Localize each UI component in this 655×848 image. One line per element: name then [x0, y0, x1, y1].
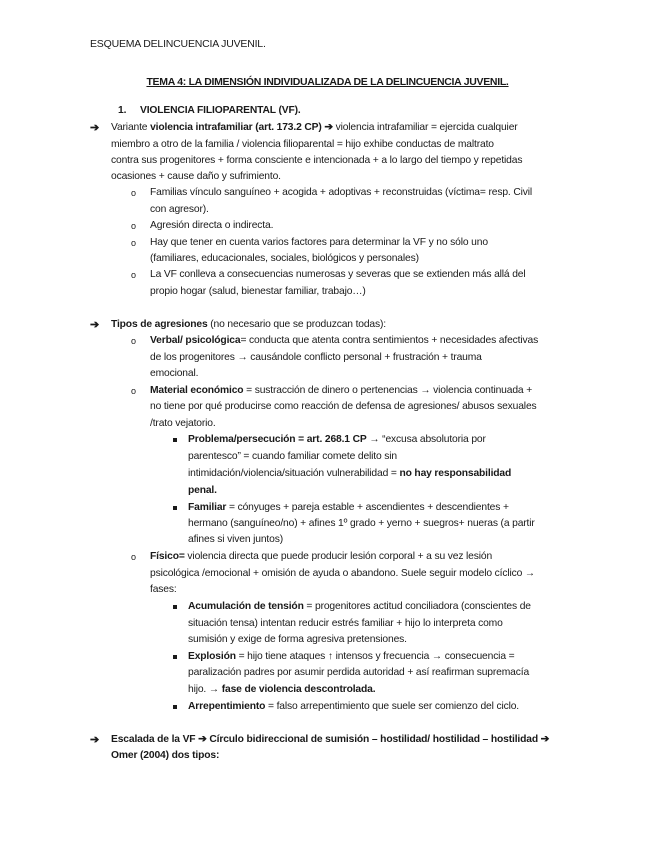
escalada-line-1: Escalada de la VF ➔ Círculo bidireccional de sumisión – hostilidad/ hostilidad – hostilidad ➔ [111, 734, 550, 745]
verbal-line-1: Verbal/ psicológica= conducta que atenta contra sentimientos + necesidades afectivas [150, 335, 539, 346]
explosion-line-1: Explosión = hijo tiene ataques ↑ intensos y frecuencia → consecuencia = [188, 651, 515, 662]
tipos-heading: Tipos de agresiones (no necesario que se produzcan todas): [111, 319, 386, 330]
familiar-line-2: hermano (sanguíneo/no) + afines 1º grado + yerno + suegros+ nueras (a partir [188, 518, 535, 529]
familiar-line-3: afines si viven juntos) [188, 534, 283, 545]
explosion-line-3: hijo. → fase de violencia descontrolada. [188, 684, 376, 695]
list-item: La VF conlleva a consecuencias numerosas y severas que se extienden más allá del [150, 269, 526, 280]
fisico-line-1: Físico= violencia directa que puede producir lesión corporal + a su vez lesión [150, 551, 493, 562]
section-heading: VIOLENCIA FILIOPARENTAL (VF). [140, 105, 301, 116]
circle-bullet-icon: o [131, 270, 137, 280]
material-line-1: Material económico = sustracción de dinero o pertenencias → violencia continuada + [150, 385, 533, 396]
section-number: 1. [118, 105, 127, 116]
material-line-2: no tiene por qué producirse como reacción de defensa de agresiones/ abusos sexuales [150, 401, 537, 412]
circle-bullet-icon: o [131, 336, 137, 346]
circle-bullet-icon: o [131, 238, 137, 248]
list-item-cont: (familiares, educacionales, sociales, biológicos y personales) [150, 253, 419, 264]
square-bullet-icon [173, 705, 177, 709]
acumulacion-line-2: situación tensa) intentan reducir estrés familiar + hijo lo interpreta como [188, 618, 503, 629]
page-title: TEMA 4: LA DIMENSIÓN INDIVIDUALIZADA DE LA DELINCUENCIA JUVENIL. [146, 76, 509, 88]
familiar-line-1: Familiar = cónyuges + pareja estable + ascendientes + descendientes + [188, 502, 509, 513]
square-bullet-icon [173, 605, 177, 609]
arrow-bullet-icon: ➔ [90, 319, 100, 331]
document-header: ESQUEMA DELINCUENCIA JUVENIL. [90, 38, 266, 50]
circle-bullet-icon: o [131, 386, 137, 396]
fisico-line-2: psicológica /emocional + omisión de ayuda o abandono. Suele seguir modelo cíclico → [150, 568, 536, 579]
list-item: Hay que tener en cuenta varios factores para determinar la VF y no sólo uno [150, 237, 488, 248]
acumulacion-line-1: Acumulación de tensión = progenitores actitud conciliadora (conscientes de [188, 601, 531, 612]
square-bullet-icon [173, 438, 177, 442]
circle-bullet-icon: o [131, 221, 137, 231]
verbal-line-2: de los progenitores → causándole conflicto personal + frustración + trauma [150, 352, 482, 363]
variante-line-4: ocasiones + cause daño y sufrimiento. [111, 171, 281, 182]
square-bullet-icon [173, 506, 177, 510]
variante-line-2: miembro a otro de la familia / violencia filioparental = hijo exhibe conductas de maltrato [111, 139, 494, 150]
escalada-line-2: Omer (2004) dos tipos: [111, 750, 220, 761]
arrepentimiento-line-1: Arrepentimiento = falso arrepentimiento que suele ser comienzo del ciclo. [188, 701, 520, 712]
circle-bullet-icon: o [131, 188, 137, 198]
problema-line-1: Problema/persecución = art. 268.1 CP → “excusa absolutoria por [188, 434, 486, 445]
variante-line-3: contra sus progenitores + forma consciente e intencionada + a lo largo del tiempo y repetidas [111, 155, 523, 166]
acumulacion-line-3: sumisión y exige de forma agresiva pretensiones. [188, 634, 407, 645]
circle-bullet-icon: o [131, 552, 137, 562]
list-item: Familias vínculo sanguíneo + acogida + adoptivas + reconstruidas (víctima= resp. Civil [150, 187, 533, 198]
problema-line-4: penal. [188, 485, 217, 496]
list-item: Agresión directa o indirecta. [150, 220, 274, 231]
variante-line-1: Variante violencia intrafamiliar (art. 173.2 CP) ➔ violencia intrafamiliar = ejercida cualquier [111, 122, 518, 133]
explosion-line-2: paralización padres por asumir perdida autoridad + así reafirman supremacía [188, 667, 530, 678]
problema-line-2: parentesco” = cuando familiar comete delito sin [188, 451, 398, 462]
verbal-line-3: emocional. [150, 368, 199, 379]
arrow-bullet-icon: ➔ [90, 734, 100, 746]
square-bullet-icon [173, 655, 177, 659]
material-line-3: /trato vejatorio. [150, 418, 216, 429]
list-item-cont: con agresor). [150, 204, 209, 215]
problema-line-3: intimidación/violencia/situación vulnerabilidad = no hay responsabilidad [188, 468, 512, 479]
list-item-cont: propio hogar (salud, bienestar familiar, trabajo…) [150, 286, 366, 297]
arrow-bullet-icon: ➔ [90, 122, 100, 134]
fisico-line-3: fases: [150, 584, 177, 595]
